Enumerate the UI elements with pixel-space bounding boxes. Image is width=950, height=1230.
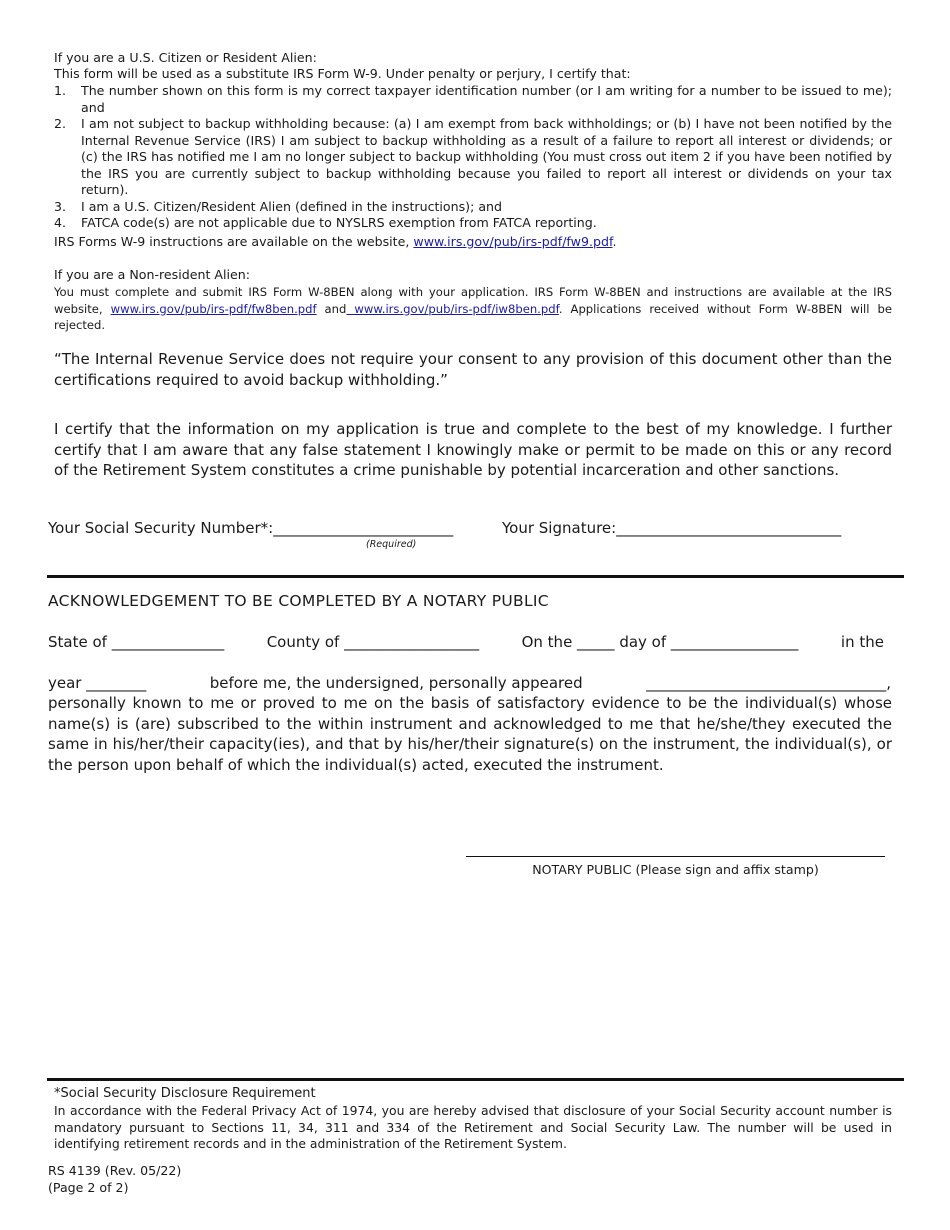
iw8ben-link[interactable]: www.irs.gov/pub/irs-pdf/iw8ben.pdf [346,301,559,316]
page-number: (Page 2 of 2) [48,1180,129,1195]
w9-prefix: IRS Forms W-9 instructions are available on the website, [54,234,414,249]
year-field[interactable]: year ________ [48,674,147,692]
list-item [54,215,892,232]
notary-year-line [48,673,891,693]
list-item [54,83,892,116]
substitute-w9-intro: This form will be used as a substitute IRS Form W-9. Under penalty or perjury, I certify that: [54,66,631,81]
appeared-name-field[interactable]: ________________________________, [646,674,891,692]
state-field[interactable]: State of _______________ [48,633,225,651]
w9-instructions-line [54,234,892,251]
nonresident-text [54,284,892,334]
certify-statement: I certify that the information on my application is true and complete to the best of my knowledge. I further certify that I am aware that any false statement I knowingly make or permit to be made on this or any record of the Retirement System constitutes a crime punishable by potential incarceration and other sanctions. [54,420,892,479]
nonresident-text-1: You must complete and submit IRS Form W-8BEN along with your application. IRS Form W-8BEN and instructions are available at the IRS website, [54,285,892,316]
section-divider [47,575,904,578]
in-the-label: in the [840,633,884,651]
nonresident-heading: If you are a Non-resident Alien: [54,267,250,282]
signature-field[interactable]: Your Signature:______________________________ [502,519,842,537]
list-item [54,199,892,216]
w8ben-link[interactable]: www.irs.gov/pub/irs-pdf/fw8ben.pdf [110,301,317,316]
notary-line-1 [48,632,884,652]
notary-signature-line[interactable] [466,856,885,857]
list-number: 3. [54,198,67,214]
certification-list [54,83,892,232]
nonresident-text-2: and [316,301,347,316]
list-text: The number shown on this form is my correct taxpayer identification number (or I am writing for a number to be issued to me); and [81,83,892,115]
required-note: (Required) [366,539,417,550]
w9-suffix: . [612,234,617,249]
ssn-field[interactable]: Your Social Security Number*:________________________ [48,519,454,537]
day-field[interactable]: On the _____ day of _________________ [521,633,799,651]
notary-body: personally known to me or proved to me on the basis of satisfactory evidence to be the individual(s) whose name(s) is (are) subscribed to the within instrument and acknowledged to me that he/she/they executed the same in his/her/their capacity(ies), and that by his/her/their signature(s) on the instrument, the individual(s), or the person upon behalf of which the individual(s) acted, executed the instrument. [48,694,892,774]
disclosure-title: *Social Security Disclosure Requirement [54,1086,316,1101]
nonresident-text-3: . Applications received without Form W-8BEN will be rejected. [54,301,892,332]
footer-divider [47,1078,904,1081]
disclosure-text: In accordance with the Federal Privacy Act of 1974, you are hereby advised that disclosure of your Social Security account number is mandatory pursuant to Sections 11, 34, 311 and 334 of the Retirement and Social Security Law. The number will be used in identifying retirement records and in the administration of the Retirement System. [54,1103,892,1151]
list-text: FATCA code(s) are not applicable due to NYSLRS exemption from FATCA reporting. [81,215,597,230]
list-item [54,116,892,199]
irs-consent-quote: “The Internal Revenue Service does not require your consent to any provision of this document other than the certifications required to avoid backup withholding.” [54,350,892,389]
list-number: 2. [54,116,67,131]
notary-sign-caption: NOTARY PUBLIC (Please sign and affix stamp) [532,862,819,877]
list-text: I am a U.S. Citizen/Resident Alien (defined in the instructions); and [81,198,503,214]
citizen-heading: If you are a U.S. Citizen or Resident Alien: [54,50,317,65]
list-number: 1. [54,83,67,98]
notary-heading: ACKNOWLEDGEMENT TO BE COMPLETED BY A NOTARY PUBLIC [48,592,549,610]
before-me-text: before me, the undersigned, personally appeared [209,674,583,692]
county-field[interactable]: County of __________________ [266,633,480,651]
list-text: I am not subject to backup withholding because: (a) I am exempt from back withholdings; or (b) I have not been notified by the Internal Revenue Service (IRS) I am subject to backup withholding as a result of a failure to report all interest or dividends; or (c) the IRS has notified me I am no longer subject to backup withholding (You must cross out item 2 if you have been notified by the IRS you are currently subject to backup withholding because you failed to report all interest or dividends on your tax return). [81,116,892,197]
list-number: 4. [54,215,67,230]
w9-link[interactable]: www.irs.gov/pub/irs-pdf/fw9.pdf [413,234,613,249]
form-id: RS 4139 (Rev. 05/22) [48,1163,182,1178]
